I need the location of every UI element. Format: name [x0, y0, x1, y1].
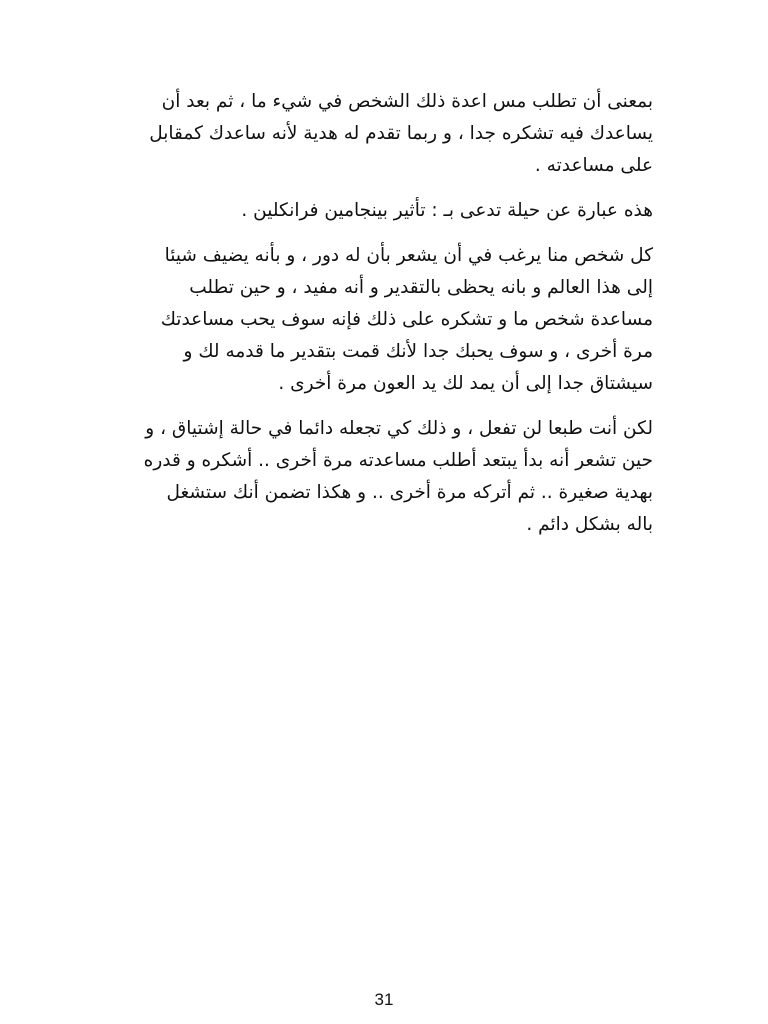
text-line: مساعدة شخص ما و تشكره على ذلك فإنه سوف يحب مساعدتك	[160, 309, 653, 330]
text-line: هذه عبارة عن حيلة تدعى بـ : تأثير بينجامين فرانكلين .	[241, 200, 653, 221]
text-line: مرة أخرى ، و سوف يحبك جدا لأنك قمت بتقدير ما قدمه لك و	[183, 341, 653, 362]
paragraph	[118, 413, 653, 541]
paragraph	[118, 195, 653, 227]
paragraph	[118, 86, 653, 182]
text-line: على مساعدته .	[534, 155, 653, 176]
text-line: بهدية صغيرة .. ثم أتركه مرة أخرى .. و هكذا تضمن أنك ستشغل	[166, 482, 653, 503]
paragraph	[118, 240, 653, 400]
text-line: باله بشكل دائم .	[526, 514, 653, 535]
page-number: 31	[374, 990, 394, 1009]
text-line: سيشتاق جدا إلى أن يمد لك يد العون مرة أخرى .	[278, 373, 653, 394]
text-line: إلى هذا العالم و بانه يحظى بالتقدير و أنه مفيد ، و حين تطلب	[189, 277, 653, 298]
text-line: لكن أنت طبعا لن تفعل ، و ذلك كي تجعله دائما في حالة إشتياق ، و	[145, 418, 653, 439]
text-line: حين تشعر أنه بدأ يبتعد أطلب مساعدته مرة أخرى .. أشكره و قدره	[143, 450, 653, 471]
text-line: بمعنى أن تطلب مس اعدة ذلك الشخص في شيء ما ، ثم بعد أن	[161, 91, 653, 112]
text-line: كل شخص منا يرغب في أن يشعر بأن له دور ، و بأنه يضيف شيئا	[164, 245, 653, 266]
text-line: يساعدك فيه تشكره جدا ، و ربما تقدم له هدية لأنه ساعدك كمقابل	[149, 123, 653, 144]
body-text	[118, 86, 653, 554]
